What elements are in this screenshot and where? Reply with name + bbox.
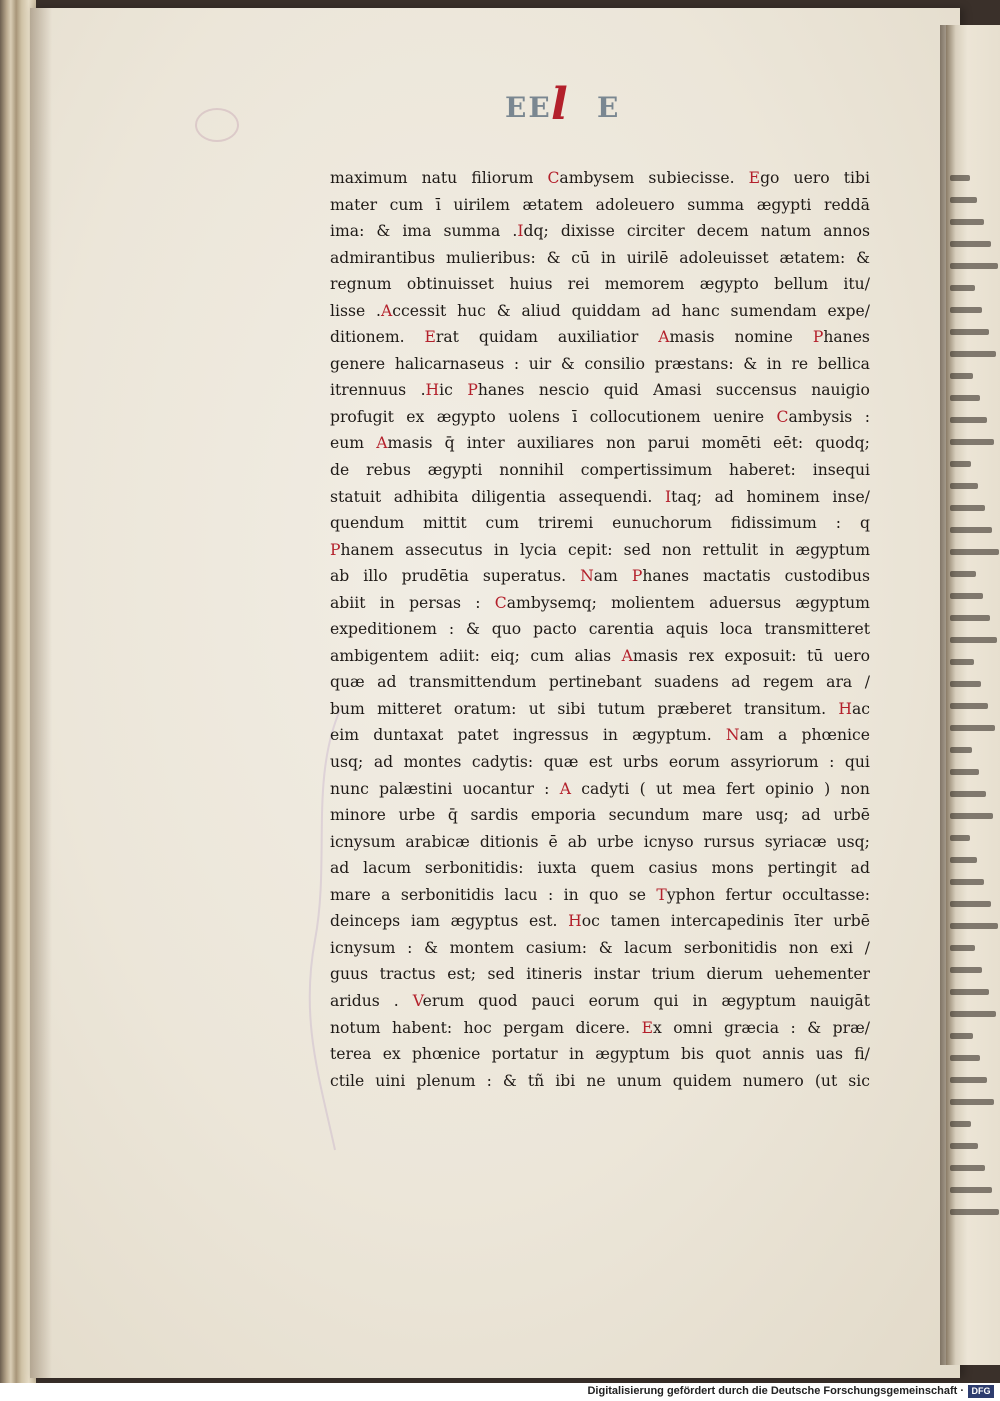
text-line: mare a serbonitidis lacu : in quo se Typhon fertur occultasse: (330, 885, 870, 904)
facing-page-text-trace (950, 395, 980, 401)
facing-page-text-trace (950, 791, 986, 797)
facing-page-text-trace (950, 725, 995, 731)
facing-page-text-trace (950, 1077, 987, 1083)
headline-numeral: l (551, 79, 568, 130)
text-line: ad lacum serbonitidis: iuxta quem casius mons pertingit ad (330, 859, 870, 878)
facing-page-text-trace (950, 1099, 994, 1105)
text-line: eim duntaxat patet ingressus in ægyptum. Nam a phœnice (330, 726, 870, 745)
facing-page-text-trace (950, 571, 976, 577)
text-line: quæ ad transmittendum pertinebant suadens ad regem ara / (330, 673, 870, 692)
text-line: icnysum : & montem casium: & lacum serbonitidis non exi / (330, 938, 870, 957)
facing-page-text-trace (950, 659, 974, 665)
facing-page-text-trace (950, 747, 972, 753)
facing-page-text-trace (950, 461, 971, 467)
facing-page-text-trace (950, 879, 984, 885)
main-text-block (330, 165, 870, 1094)
dfg-logo: DFG (968, 1385, 994, 1398)
ink-stain (195, 108, 239, 142)
headline-ornament-left: EE (505, 91, 552, 124)
facing-page-text-trace (950, 351, 996, 357)
facing-page-text-trace (950, 175, 970, 181)
text-line: notum habent: hoc pergam dicere. Ex omni græcia : & præ/ (330, 1018, 870, 1037)
funding-credit: Digitalisierung gefördert durch die Deutsche Forschungsgemeinschaft · (587, 1385, 964, 1397)
headline-ornament-right: E (597, 91, 621, 124)
facing-page-text-trace (950, 329, 989, 335)
facing-page-text-trace (950, 923, 998, 929)
facing-page-text-trace (950, 1121, 971, 1127)
text-line: regnum obtinuisset huius rei memorem ægypto bellum itu/ (330, 275, 870, 294)
folio-headline (505, 79, 635, 130)
text-line: mater cum ī uirilem ætatem adoleuero summa ægypti reddā (330, 195, 870, 214)
text-line: ditionem. Erat quidam auxiliatior Amasis nomine Phanes (330, 328, 870, 347)
text-line: lisse .Accessit huc & aliud quiddam ad hanc sumendam expe/ (330, 301, 870, 320)
facing-page-text-trace (950, 417, 987, 423)
facing-page-text-trace (950, 1165, 985, 1171)
footer-bar (0, 1383, 1000, 1401)
facing-page-text-trace (950, 1209, 999, 1215)
text-line: ctile uini plenum : & tñ ibi ne unum quidem numero (ut sic (330, 1071, 870, 1090)
text-line: bum mitteret oratum: ut sibi tutum præberet transitum. Hac (330, 699, 870, 718)
facing-page-text-trace (950, 549, 999, 555)
text-line: deinceps iam ægyptus est. Hoc tamen intercapedinis īter urbē (330, 912, 870, 931)
facing-page-text-trace (950, 241, 991, 247)
text-line: genere halicarnaseus : uir & consilio præstans: & in re bellica (330, 354, 870, 373)
facing-page-text-trace (950, 593, 983, 599)
text-line: minore urbe q̄ sardis emporia secundum mare usq; ad urbē (330, 806, 870, 825)
facing-page-text-trace (950, 263, 998, 269)
facing-page-text-trace (950, 901, 991, 907)
facing-page-text-trace (950, 967, 982, 973)
facing-page-text-trace (950, 505, 985, 511)
text-line: abiit in persas : Cambysemq; molientem aduersus ægyptum (330, 593, 870, 612)
facing-page-text-trace (950, 637, 997, 643)
text-line: admirantibus mulieribus: & cū in uirilē adoleuisset ætatem: & (330, 248, 870, 267)
facing-page-text-trace (950, 483, 978, 489)
text-line: ab illo prudētia superatus. Nam Phanes mactatis custodibus (330, 567, 870, 586)
facing-page-text-trace (950, 857, 977, 863)
facing-page-text-trace (950, 945, 975, 951)
facing-page-text-trace (950, 681, 981, 687)
facing-page-text-trace (950, 285, 975, 291)
facing-page-text-trace (950, 813, 993, 819)
text-line: de rebus ægypti nonnihil compertissimum haberet: insequi (330, 461, 870, 480)
text-line: eum Amasis q̄ inter auxiliares non parui momēti eēt: quodq; (330, 434, 870, 453)
text-line: statuit adhibita diligentia assequendi. Itaq; ad hominem inse/ (330, 487, 870, 506)
page-gutter-shadow (30, 8, 52, 1378)
facing-page-text-trace (950, 373, 973, 379)
facing-page-text-trace (950, 1011, 996, 1017)
facing-page-text-trace (950, 307, 982, 313)
facing-page-edge (946, 25, 1000, 1365)
facing-page-text-trace (950, 1033, 973, 1039)
facing-page-text-trace (950, 769, 979, 775)
text-line: nunc palæstini uocantur : A cadyti ( ut mea fert opinio ) non (330, 779, 870, 798)
text-line: ambigentem adiit: eiq; cum alias Amasis rex exposuit: tū uero (330, 646, 870, 665)
text-line: itrennuus .Hic Phanes nescio quid Amasi succensus nauigio (330, 381, 870, 400)
text-line: ima: & ima summa .Idq; dixisse circiter decem natum annos (330, 222, 870, 241)
text-line: guus tractus est; sed itineris instar trium dierum uehementer (330, 965, 870, 984)
facing-page-text-trace (950, 219, 984, 225)
facing-page-text-trace (950, 835, 970, 841)
facing-page-text-trace (950, 197, 977, 203)
text-line: maximum natu filiorum Cambysem subiecisse. Ego uero tibi (330, 169, 870, 187)
facing-page-text-trace (950, 989, 989, 995)
facing-page-text-trace (950, 439, 994, 445)
facing-page-text-trace (950, 1055, 980, 1061)
facing-page-text-trace (950, 1143, 978, 1149)
text-line: aridus . Verum quod pauci eorum qui in ægyptum nauigāt (330, 991, 870, 1010)
text-line: quendum mittit cum triremi eunuchorum fidissimum : q (330, 514, 870, 533)
text-line: terea ex phœnice portatur in ægyptum bis quot annis uas fi/ (330, 1045, 870, 1064)
facing-page-text-trace (950, 703, 988, 709)
text-line: icnysum arabicæ ditionis ē ab urbe icnyso rursus syriacæ usq; (330, 832, 870, 851)
text-line: profugit ex ægypto uolens ī collocutionem uenire Cambysis : (330, 407, 870, 426)
facing-page-text-trace (950, 615, 990, 621)
text-line: expeditionem : & quo pacto carentia aquis loca transmitteret (330, 620, 870, 639)
text-line: Phanem assecutus in lycia cepit: sed non rettulit in ægyptum (330, 540, 870, 559)
facing-page-text-trace (950, 527, 992, 533)
facing-page-text-trace (950, 1187, 992, 1193)
text-line: usq; ad montes cadytis: quæ est urbs eorum assyriorum : qui (330, 753, 870, 772)
